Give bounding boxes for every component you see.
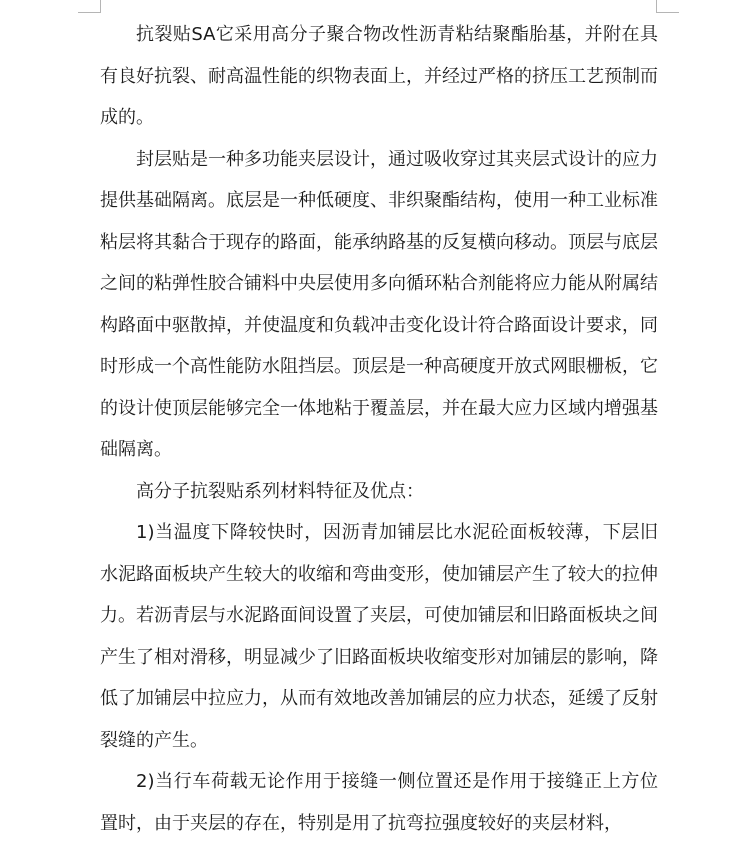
paragraph-1: 抗裂贴SA它采用高分子聚合物改性沥青粘结聚酯胎基，并附在具有良好抗裂、耐高温性能的织物表面上，并经过严格的挤压工艺预制而成的。 <box>100 24 658 128</box>
paragraph-2: 封层贴是一种多功能夹层设计，通过吸收穿过其夹层式设计的应力提供基础隔离。底层是一种低硬度、非织聚酯结构，使用一种工业标准粘层将其黏合于现存的路面，能承纳路基的反复横向移动。顶层与底层之间的粘弹性胶合铺料中央层使用多向循环粘合剂能将应力能从附属结构路面中驱散掉，并使温度和负载冲击变化设计符合路面设计要求，同时形成一个高性能防水阻挡层。顶层是一种高硬度开放式网眼栅板，它的设计使顶层能够完全一体地粘于覆盖层，并在最大应力区域内增强基础隔离。 <box>100 148 658 460</box>
paragraph-5: 2)当行车荷载无论作用于接缝一侧位置还是作用于接缝正上方位置时，由于夹层的存在，特别是用了抗弯拉强度较好的夹层材料， <box>100 771 658 834</box>
paragraph-3: 高分子抗裂贴系列材料特征及优点： <box>136 480 424 502</box>
document-body <box>100 14 658 844</box>
paragraph-4: 1)当温度下降较快时，因沥青加铺层比水泥砼面板较薄，下层旧水泥路面板块产生较大的收缩和弯曲变形，使加铺层产生了较大的拉伸力。若沥青层与水泥路面间设置了夹层，可使加铺层和旧路面板块之间产生了相对滑移，明显减少了旧路面板块收缩变形对加铺层的影响，降低了加铺层中拉应力，从而有效地改善加铺层的应力状态，延缓了反射裂缝的产生。 <box>100 522 658 751</box>
crop-mark-top-left <box>78 0 101 13</box>
crop-mark-top-right <box>656 0 679 13</box>
